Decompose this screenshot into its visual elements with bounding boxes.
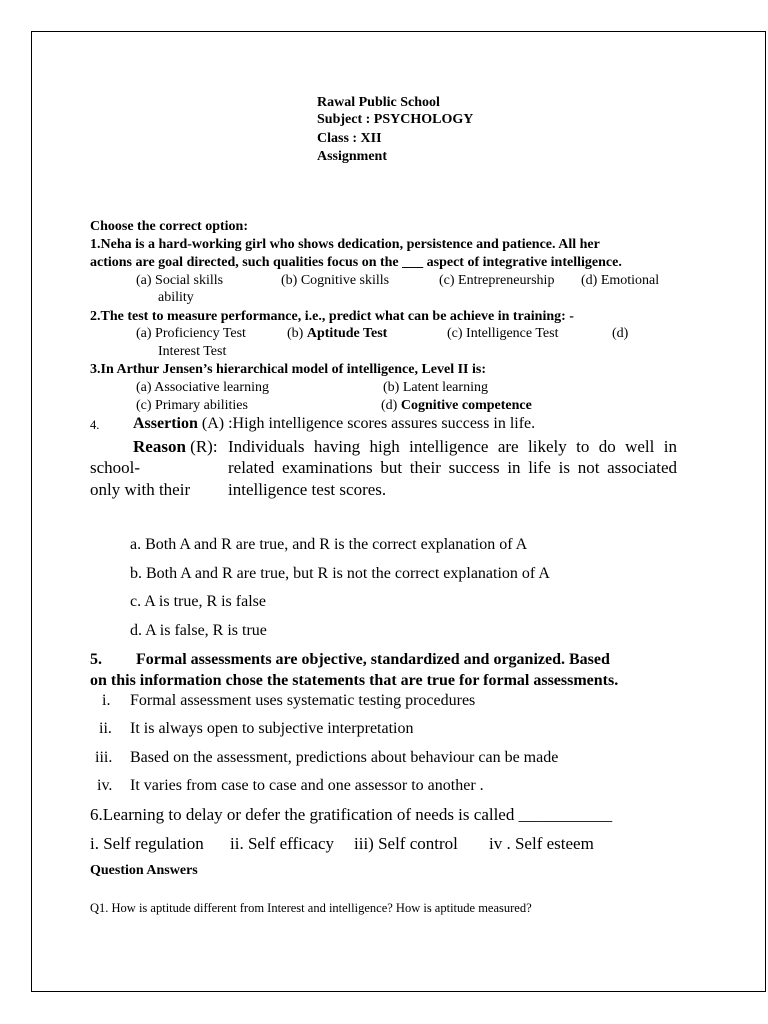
- class-line: Class : XII: [317, 131, 382, 146]
- q2-option-d-continued: Interest Test: [158, 344, 227, 359]
- q3-option-c: (c) Primary abilities: [136, 398, 248, 413]
- q5-item-text: It varies from case to case and one assessor to another .: [130, 777, 484, 794]
- q4-option-a: a. Both A and R are true, and R is the correct explanation of A: [130, 536, 528, 553]
- q5-item-num: ii.: [99, 720, 112, 737]
- reason-tag: (R):: [190, 437, 218, 456]
- assertion-label: Assertion: [133, 415, 198, 432]
- school-name: Rawal Public School: [317, 95, 440, 110]
- reason-left-only: only with their: [90, 480, 191, 499]
- q5-item-text: Formal assessment uses systematic testing procedures: [130, 692, 476, 709]
- q2-option-a: (a) Proficiency Test: [136, 326, 246, 341]
- q2-text: 2.The test to measure performance, i.e., predict what can be achieve in training: -: [90, 309, 574, 324]
- q6-option-3: iii) Self control: [354, 834, 458, 853]
- q5-number: 5.: [90, 651, 102, 668]
- q6-text: 6.Learning to delay or defer the gratification of needs is called ___________: [90, 805, 613, 824]
- q2-option-d: (d): [612, 326, 629, 341]
- q6-option-2: ii. Self efficacy: [230, 834, 335, 853]
- q1-option-c: (c) Entrepreneurship: [439, 273, 555, 288]
- qa-question-1: Q1. How is aptitude different from Interest and intelligence? How is aptitude measured?: [90, 901, 532, 915]
- q3-option-d-answer: Cognitive competence: [400, 398, 532, 413]
- q6-option-4: iv . Self esteem: [489, 834, 594, 853]
- qa-heading: Question Answers: [90, 863, 198, 878]
- q5-line1: Formal assessments are objective, standardized and organized. Based: [136, 651, 610, 668]
- mcq-heading: Choose the correct option:: [90, 219, 248, 234]
- reason-line-3: intelligence test scores.: [228, 480, 387, 499]
- q1-option-d: (d) Emotional: [581, 273, 660, 288]
- q4-reason-lead: [133, 438, 218, 455]
- q3-text: 3.In Arthur Jensen’s hierarchical model of intelligence, Level II is:: [90, 362, 486, 377]
- q5-item-num: i.: [102, 692, 111, 709]
- q5-item-text: It is always open to subjective interpretation: [130, 720, 414, 737]
- assertion-text: :High intelligence scores assures success in life.: [228, 415, 536, 432]
- q3-option-b: (b) Latent learning: [383, 380, 488, 395]
- assertion-tag: (A): [201, 415, 225, 432]
- q2-option-b: [287, 327, 387, 341]
- q1-line1: 1.Neha is a hard-working girl who shows dedication, persistence and patience. All her: [90, 237, 600, 252]
- q4-number: 4.: [90, 418, 100, 432]
- reason-left-school: school-: [90, 458, 141, 477]
- q4-option-d: d. A is false, R is true: [130, 622, 267, 639]
- q4-option-c: c. A is true, R is false: [130, 593, 266, 610]
- q3-option-d: [381, 399, 532, 413]
- q3-option-a: (a) Associative learning: [136, 380, 269, 395]
- reason-line-2: related examinations but their success in life is not associated: [228, 458, 677, 477]
- q2-option-b-answer: Aptitude Test: [306, 326, 388, 341]
- q1-option-d-continued: ability: [158, 290, 194, 305]
- q5-item-num: iii.: [95, 749, 113, 766]
- q4-option-b: b. Both A and R are true, but R is not the correct explanation of A: [130, 565, 550, 582]
- q1-option-b: (b) Cognitive skills: [281, 273, 390, 288]
- q2-option-b-prefix: (b): [287, 326, 304, 341]
- q4-assertion: [133, 416, 535, 432]
- q6-option-1: i. Self regulation: [90, 834, 204, 853]
- q3-option-d-prefix: (d): [381, 398, 398, 413]
- q1-line2: actions are goal directed, such qualities focus on the ___ aspect of integrative intelligence.: [90, 255, 622, 270]
- q1-option-a: (a) Social skills: [136, 273, 224, 288]
- q5-line2: on this information chose the statements that are true for formal assessments.: [90, 672, 619, 689]
- reason-line-1: Individuals having high intelligence are likely to do well in: [228, 437, 677, 456]
- subject-line: Subject : PSYCHOLOGY: [317, 112, 474, 127]
- assignment-title: Assignment: [317, 149, 388, 164]
- q5-item-num: iv.: [97, 777, 113, 794]
- reason-label: Reason: [133, 437, 186, 456]
- q5-item-text: Based on the assessment, predictions about behaviour can be made: [130, 749, 559, 766]
- q2-option-c: (c) Intelligence Test: [447, 326, 559, 341]
